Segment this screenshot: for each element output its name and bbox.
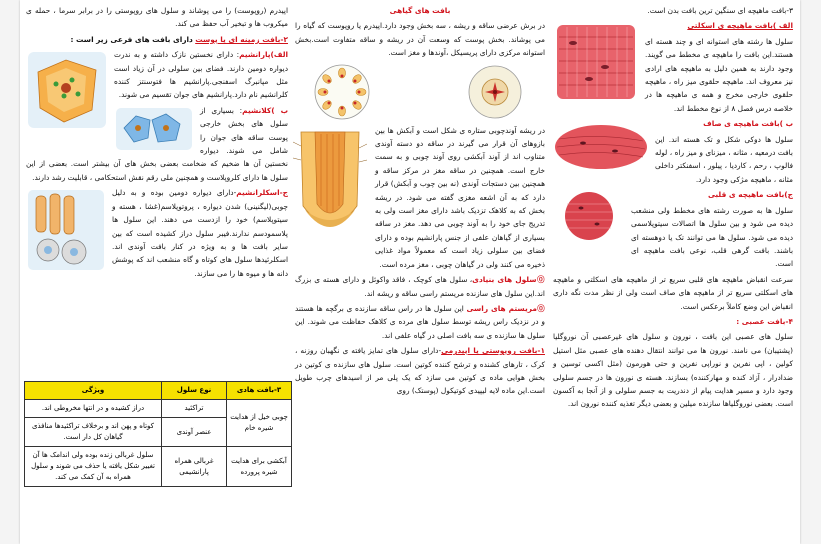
- column-animal-tissues: [553, 4, 793, 540]
- table-cell: تراکئید: [162, 400, 227, 418]
- table-cell: دراز کشیده و در انتها مخروطی اند.: [25, 400, 162, 418]
- stem-cross-section-figure: [307, 62, 377, 122]
- skeletal-body: سلول ها رشته های استوانه ای و چند هسته ای هستند.این بافت را ماهیچه ی مخطط می گویند. وجود دارند به همین دلیل به ماهیچه های ارادی نیز معروف اند. ماهیچه حلقوی میز راه ، ماهیچه حلقوی خارجی مخرج و همه ی ماهیچه ها در خلاصه درس فصل ۸ از نوع مخطط اند.: [645, 36, 793, 113]
- table-row: [25, 400, 292, 418]
- skeletal-muscle-figure: [553, 17, 639, 105]
- stem-root-figures: [295, 62, 545, 124]
- table-cell: سلول غربالی زنده بوده ولی اندامک ها آن تغییر شکل یافته یا حذف می شوند و سلول همراه به آن کمک می کند.: [25, 447, 162, 487]
- smooth-body: سلول ها دوکی شکل و تک هسته اند. این بافت درمعیه ، مثانه ، میزنای و میز راه ، لوله فالوپ ، رحم ، کاردیا ، پیلور ، اسفنکتر داخلی مثانه ، ماهیچه مژکی وجود دارد.: [655, 134, 793, 184]
- vascular-tissue-table: [24, 381, 292, 487]
- cardiac-note: سرعت انقباض ماهیچه های قلبی سریع تر از ماهیچه های اسکلتی و ماهیچه های اسکلتی سریع تر از ماهیچه های صاف است ولی از نظر مدت نگه داری انقباض این وضع کاملاً برعکس است.: [553, 274, 793, 311]
- parenchyma-body: : دارای نخستین نازک داشته و به ندرت دیواره دومین دارند. فضای بین سلولی در آن زیاد است مثل مپانبرگ اسفنجی.پارانشیم ها فتوسنتز کننده کلرانشیم نام دارد.پارانشیم های جوان تقسیم می شوند.: [114, 50, 288, 100]
- epidermis-intro: اپیدرم (روپوست) را می پوشاند و سلول های روپوستی را در برابر سرما ، حمله ی میکروب ها و تبخیر آب حفظ می کند.: [26, 6, 288, 29]
- table-header: نوع سلول: [162, 382, 227, 400]
- parenchyma-heading: الف)پارانشیم: [239, 50, 288, 60]
- table-cell: چوبی خیل از هدایت شیره خام: [227, 400, 292, 447]
- root-cross-section-figure: [453, 62, 537, 122]
- muscle-intro: ۳-بافت ماهیچه ای سنگین ترین بافت بدن است.: [647, 6, 793, 15]
- apical-heading: ⓪مریستم های راسی: [466, 303, 545, 313]
- table-header: ویژگی: [25, 382, 162, 400]
- table-header-row: [25, 382, 292, 400]
- nerve-body: سلول های عصبی این بافت ، نورون و سلول های غیرعصبی آن نوروگلیا (پشتیبان) می نامند. نورون ها می توانند انتقال دهنده های عصبی مثل استیل کولین ، اپی نفرین و نوراپی نفرین و حتی هورمون (مثل اکسی توسین و ضدادرار ، آزاد کنده و مهارکننده) بسازند. هسته ی نورون ها در جسم سلولی وجود دارد و مسیر هدایت پیام از دندریت به جسم سلولی و از آنجا به آکسون است. بعضی نوروگلیاها سازنده میلین و بعضی دیگر تغذیه کننده نورون اند.: [553, 332, 793, 409]
- epidermal-heading: ۱-بافت روپوستی یا اپیدرمی: [441, 346, 545, 356]
- table-header: ۳-بافت هادی: [227, 382, 292, 400]
- ground-tail: دارای بافت های فرعی زیر است :: [70, 34, 193, 44]
- cardiac-body: سلول ها به صورت رشته های مخطط ولی منشعب دیده می شود و بین سلول ها اتصالات سیتوپلاسمی دیده می شود. سلول ها می توانند تک یا دوهسته ای باشند. بافت گرهی قلب، نوعی بافت ماهیچه ای است.: [631, 205, 793, 269]
- table-cell: عنصر آوندی: [162, 418, 227, 447]
- smooth-muscle-figure: [553, 119, 649, 171]
- root-stem-body: در ریشه آوندچوبی ستاره ی شکل است و آبکش ها بین بازوهای آن قرار می گیرند در ساقه دو دسته آوندی متناوب اند از آوند آبکشی روی آوند چوبی و به سمت خارج است. همچنین در ساقه مغز در مرکز ساقه و همچنین بین دستجات آوندی (نه بین چوب و آبکش) قرار دارد که به آن اشعه مغزی گفته می شود. در ریشه بخش که به کلاهک تزدیک باشد دارای مغز است ولی به تدریج جای خود را به آوند چوبی می دهد. مغز در ساقه بسیاری از گیاهان علفی از جنس پارانشیم بوده و دارای فضای بین سلولی زیاد است که معمولاً مواد غذایی ذخیره می کنند ولی در گیاهان چوبی ، مغز مرده است.: [375, 125, 545, 269]
- nerve-heading: ۴-بافت عصبی :: [736, 316, 793, 326]
- skeletal-heading: الف )بافت ماهیچه ی اسکلتی: [687, 21, 793, 31]
- table-cell: کوتاه و پهن اند و برخلاف تراکئیدها منافذی گیاهان کل دار است.: [25, 418, 162, 447]
- cardiac-muscle-figure: [553, 190, 625, 242]
- parenchyma-figure: [26, 50, 108, 130]
- basic-cells-heading: ⓪سلول های بنیادی: [472, 275, 546, 285]
- basic-cells-body: ، سلول های کوچک ، فاقد واکوئل و دارای هسته ی بزرگ اند.این سلول های سازنده مریستم راسی ساقه و ریشه اند.: [295, 275, 545, 298]
- column-plant-tissues: [295, 4, 545, 540]
- table-row: [25, 447, 292, 487]
- sclerenchyma-body: -دارای دیواره دومین بوده و به دلیل چوبی(لیگنینی) شدن دیواره ، پروتوپلاسم(غشا ، هسته و سیتوپلاسم) خود را ازدست می دهند. این سلول ها پلاسمودسم ندارند.فیبر سلول دراز کشیده است که بین سایر بافت ها و به ویژه در کنار بافت آوندی اند. اسکلرئیدها سلول های کوتاه و گاه منشعب اند که پوشش دانه ها و میوه ها را می سازند.: [112, 188, 288, 278]
- sclerenchyma-figure: [26, 188, 106, 272]
- collenchyma-body: : بسیاری از سلول های بخش خارجی پوست ساقه های جوان را شامل می شوند. دیواره نخستین آن ها ضخیم که ضخامت بعضی بخش های آن بیشتر است. بعضی از این سلول ها دارای کلروپلاست و همچنین ملی رقم نقش استحکامی ، قابلیت رشد دارند.: [26, 105, 288, 182]
- table-cell: غربالی همراه پارانشیمی: [162, 447, 227, 487]
- sclerenchyma-heading: ج-اسکلرانشیم: [236, 188, 288, 198]
- plant-intro: در برش عرضی ساقه و ریشه ، سه بخش وجود دارد.اپیدرم یا روپوست که گیاه را می پوشاند. بخش پوست که وسعت آن در ریشه و ساقه متفاوت است.بخش استوانه مرکزی دارای پریسیکل ،آوندها و مغز است.: [295, 21, 545, 58]
- apical-body: این سلول ها در راس ساقه سازنده ی برگچه ها هستند و در نزدیک راس ریشه توسط سلول های مرده ی کلاهک حفاظت می شوند. این سلول ها سازنده ی سه بافت اصلی در گیاه علفی اند.: [295, 303, 545, 340]
- root-tip-figure: [291, 126, 369, 244]
- plant-tissues-heading: بافت های گیاهی: [389, 6, 451, 15]
- document-page: [20, 0, 800, 544]
- ground-heading: ۲-بافت زمینه ای یا پوست: [195, 34, 288, 44]
- collenchyma-heading: ب )کلانشیم: [242, 105, 288, 115]
- epidermal-body: -دارای سلول های تمایز یافته ی نگهبان روزنه ، کرک ، تارهای کشنده و ترشح کننده کوتین است. سلول های سازنده ی کوتین در بخش هوایی ماده ی کوتین می سازد که یک پلی مر از اسیدهای چرب طویل است.این ماده لایه لیپیدی کوتیکول (پوستک) روی: [295, 346, 545, 396]
- cardiac-heading: ج)بافت ماهیچه ی قلبی: [707, 190, 793, 200]
- smooth-heading: ب )بافت ماهیچه ی صاف: [703, 119, 793, 129]
- table-cell: آبکشی برای هدایت شیره پرورده: [227, 447, 292, 487]
- collenchyma-figure: [114, 106, 194, 152]
